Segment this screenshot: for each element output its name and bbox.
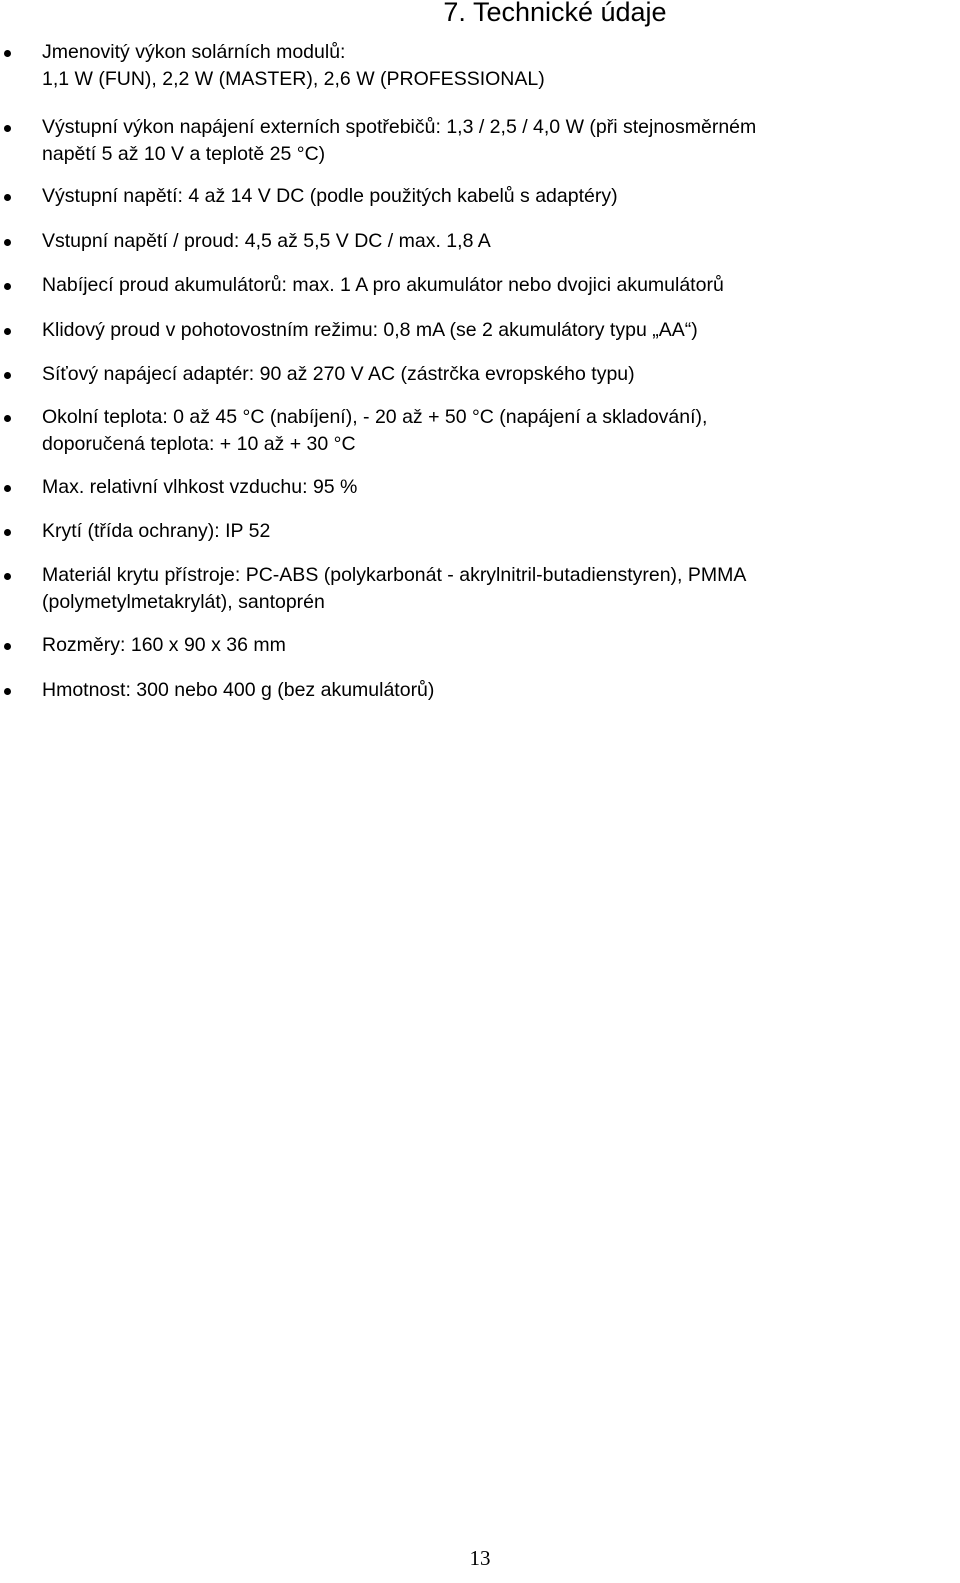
- bullet-icon: [4, 415, 11, 422]
- bullet-icon: [4, 50, 11, 57]
- bullet-icon: [4, 283, 11, 290]
- spec-line: Max. relativní vlhkost vzduchu: 95 %: [42, 476, 358, 498]
- bullet-icon: [4, 372, 11, 379]
- spec-line: Výstupní výkon napájení externích spotřebičů: 1,3 / 2,5 / 4,0 W (při stejnosměrném: [42, 116, 757, 138]
- bullet-icon: [4, 529, 11, 536]
- spec-line: Krytí (třída ochrany): IP 52: [42, 520, 271, 542]
- bullet-icon: [4, 328, 11, 335]
- bullet-icon: [4, 643, 11, 650]
- bullet-icon: [4, 239, 11, 246]
- spec-line: Rozměry: 160 x 90 x 36 mm: [42, 634, 286, 656]
- bullet-icon: [4, 573, 11, 580]
- spec-line: 1,1 W (FUN), 2,2 W (MASTER), 2,6 W (PROFESSIONAL): [42, 68, 545, 90]
- bullet-icon: [4, 194, 11, 201]
- spec-line: Vstupní napětí / proud: 4,5 až 5,5 V DC / max. 1,8 A: [42, 230, 491, 252]
- spec-line: Nabíjecí proud akumulátorů: max. 1 A pro akumulátor nebo dvojici akumulátorů: [42, 274, 724, 296]
- spec-line: Jmenovitý výkon solárních modulů:: [42, 41, 346, 63]
- spec-line: doporučená teplota: + 10 až + 30 °C: [42, 433, 356, 455]
- bullet-icon: [4, 125, 11, 132]
- spec-line: Výstupní napětí: 4 až 14 V DC (podle použitých kabelů s adaptéry): [42, 185, 618, 207]
- page-number: 13: [469, 1546, 491, 1570]
- spec-line: Okolní teplota: 0 až 45 °C (nabíjení), - 20 až + 50 °C (napájení a skladování),: [42, 406, 708, 428]
- bullet-icon: [4, 688, 11, 695]
- spec-line: Hmotnost: 300 nebo 400 g (bez akumulátorů): [42, 679, 435, 701]
- spec-line: (polymetylmetakrylát), santoprén: [42, 591, 325, 613]
- section-heading: 7. Technické údaje: [443, 0, 667, 27]
- spec-line: Síťový napájecí adaptér: 90 až 270 V AC (zástrčka evropského typu): [42, 363, 635, 385]
- bullet-icon: [4, 485, 11, 492]
- spec-line: napětí 5 až 10 V a teplotě 25 °C): [42, 143, 326, 165]
- spec-line: Klidový proud v pohotovostním režimu: 0,8 mA (se 2 akumulátory typu „AA“): [42, 319, 698, 341]
- spec-line: Materiál krytu přístroje: PC-ABS (polykarbonát - akrylnitril-butadienstyren), PMMA: [42, 564, 747, 586]
